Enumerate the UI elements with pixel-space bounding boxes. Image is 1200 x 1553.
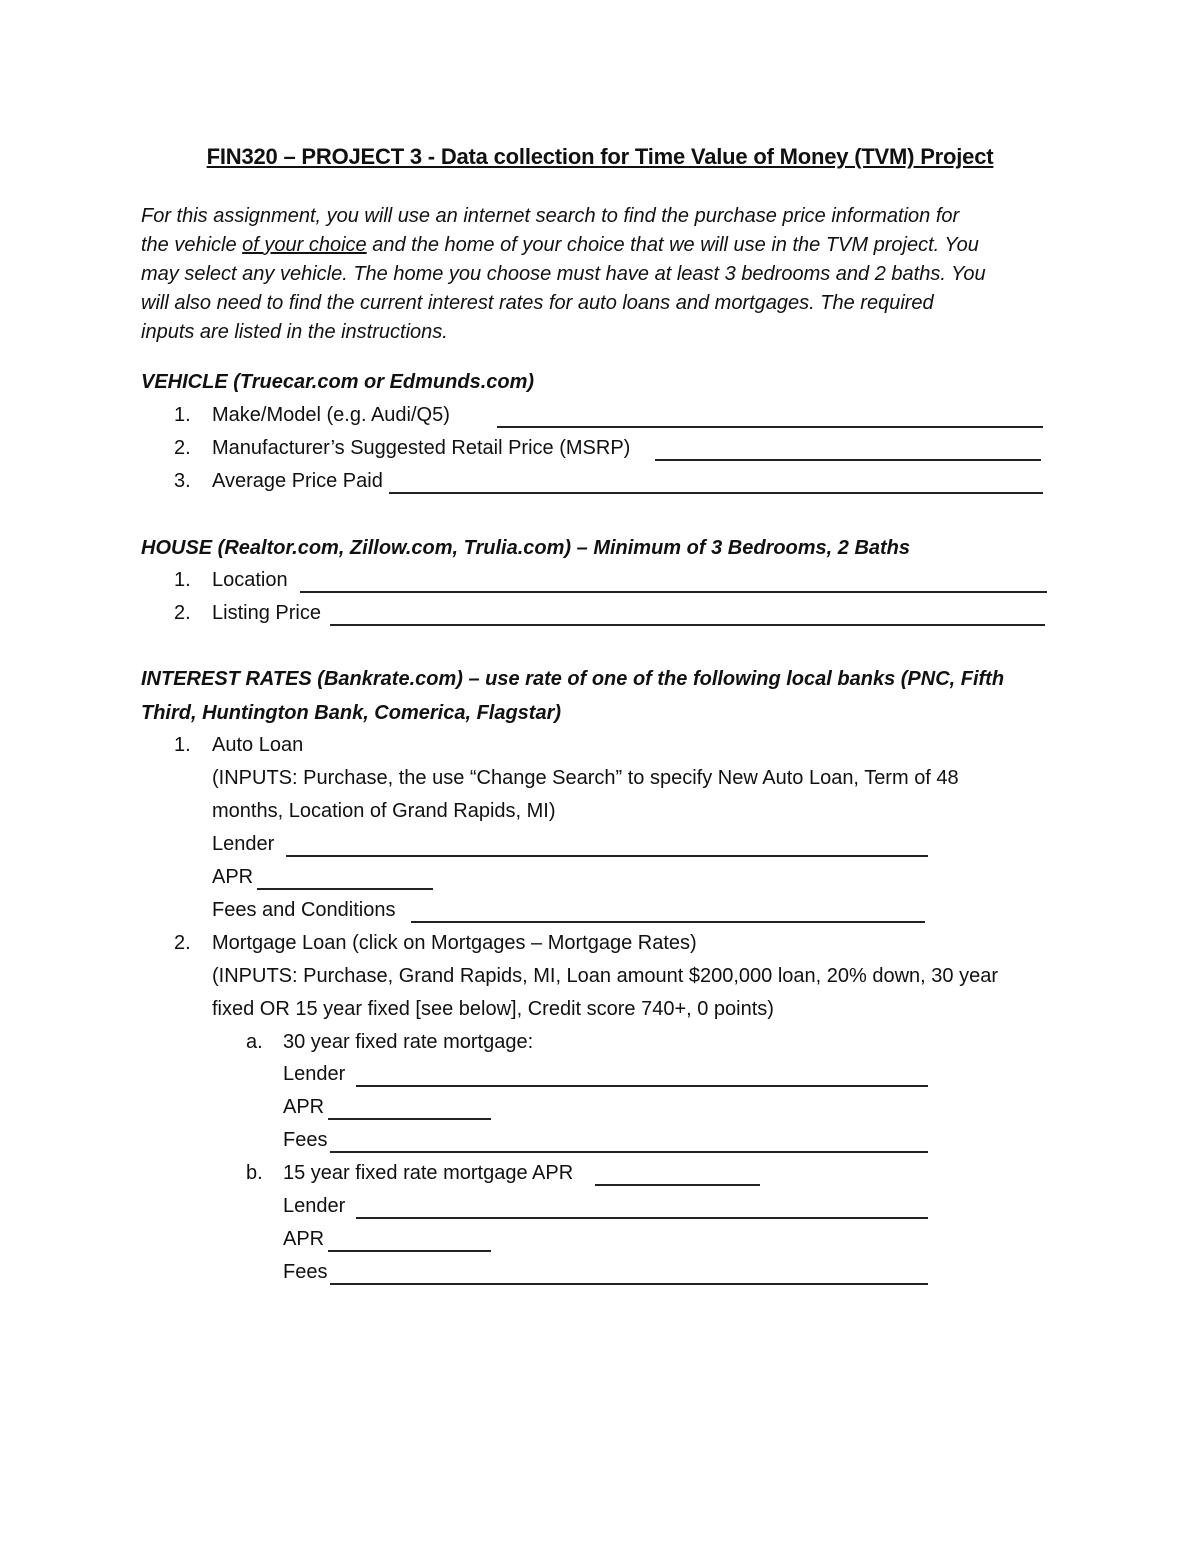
mortgage-30yr-lender-label: Lender — [283, 1063, 346, 1085]
vehicle-avg-price-field[interactable] — [389, 492, 1043, 494]
mortgage-inputs-line-2: fixed OR 15 year fixed [see below], Credit score 740+, 0 points) — [212, 998, 774, 1020]
auto-lender-field[interactable] — [286, 855, 928, 857]
mortgage-15yr-label: 15 year fixed rate mortgage APR — [283, 1162, 574, 1184]
intro-line-5: inputs are listed in the instructions. — [141, 321, 448, 343]
auto-loan-number: 1. — [174, 734, 191, 756]
mortgage-30yr-lender-field[interactable] — [356, 1085, 928, 1087]
mortgage-30yr-label: 30 year fixed rate mortgage: — [283, 1031, 534, 1053]
intro-line-4: will also need to find the current interest rates for auto loans and mortgages. The required — [141, 292, 934, 314]
vehicle-heading: VEHICLE (Truecar.com or Edmunds.com) — [141, 371, 535, 393]
vehicle-item-number: 3. — [174, 470, 191, 492]
auto-fees-field[interactable] — [411, 921, 925, 923]
intro-emphasis: of your choice — [242, 234, 367, 256]
mortgage-15yr-lender-field[interactable] — [356, 1217, 928, 1219]
auto-apr-label: APR — [212, 866, 254, 888]
mortgage-15yr-lender-label: Lender — [283, 1195, 346, 1217]
mortgage-30yr-fees-field[interactable] — [330, 1151, 928, 1153]
mortgage-15yr-apr-label: APR — [283, 1228, 325, 1250]
mortgage-15yr-letter: b. — [246, 1162, 263, 1184]
intro-text: the vehicle — [141, 234, 243, 256]
page-title: FIN320 – PROJECT 3 - Data collection for Time Value of Money (TVM) Project — [206, 144, 994, 169]
house-heading: HOUSE (Realtor.com, Zillow.com, Trulia.com) – Minimum of 3 Bedrooms, 2 Baths — [141, 537, 911, 559]
mortgage-15yr-apr-field[interactable] — [328, 1250, 491, 1252]
rates-heading-line-2: Third, Huntington Bank, Comerica, Flagstar) — [141, 702, 562, 724]
vehicle-msrp-field[interactable] — [655, 459, 1041, 461]
intro-line-3: may select any vehicle. The home you choose must have at least 3 bedrooms and 2 baths. You — [141, 263, 986, 285]
house-item-number: 2. — [174, 602, 191, 624]
mortgage-15yr-fees-field[interactable] — [330, 1283, 928, 1285]
intro-text: and the home of your choice that we will use in the TVM project. You — [366, 234, 979, 256]
house-item-number: 1. — [174, 569, 191, 591]
mortgage-15yr-fees-label: Fees — [283, 1261, 328, 1283]
vehicle-msrp-label: Manufacturer’s Suggested Retail Price (MSRP) — [212, 437, 631, 459]
house-location-field[interactable] — [300, 591, 1047, 593]
mortgage-15yr-apr-inline-field[interactable] — [595, 1184, 760, 1186]
mortgage-30yr-letter: a. — [246, 1031, 263, 1053]
auto-lender-label: Lender — [212, 833, 275, 855]
mortgage-loan-number: 2. — [174, 932, 191, 954]
house-location-label: Location — [212, 569, 288, 591]
mortgage-loan-label: Mortgage Loan (click on Mortgages – Mortgage Rates) — [212, 932, 697, 954]
vehicle-make-model-label: Make/Model (e.g. Audi/Q5) — [212, 404, 450, 426]
mortgage-30yr-apr-label: APR — [283, 1096, 325, 1118]
mortgage-30yr-apr-field[interactable] — [328, 1118, 491, 1120]
mortgage-30yr-fees-label: Fees — [283, 1129, 328, 1151]
intro-line-2 — [141, 234, 979, 257]
auto-loan-inputs-line-2: months, Location of Grand Rapids, MI) — [212, 800, 556, 822]
auto-apr-field[interactable] — [257, 888, 433, 890]
mortgage-inputs-line-1: (INPUTS: Purchase, Grand Rapids, MI, Loan amount $200,000 loan, 20% down, 30 year — [212, 965, 998, 987]
vehicle-item-number: 1. — [174, 404, 191, 426]
rates-heading-line-1: INTEREST RATES (Bankrate.com) – use rate of one of the following local banks (PNC, Fifth — [141, 668, 1005, 690]
intro-line-1: For this assignment, you will use an internet search to find the purchase price information for — [141, 205, 960, 227]
house-listing-price-label: Listing Price — [212, 602, 321, 624]
auto-loan-inputs-line-1: (INPUTS: Purchase, the use “Change Search” to specify New Auto Loan, Term of 48 — [212, 767, 959, 789]
auto-fees-label: Fees and Conditions — [212, 899, 396, 921]
house-listing-price-field[interactable] — [330, 624, 1045, 626]
vehicle-item-number: 2. — [174, 437, 191, 459]
vehicle-avg-price-label: Average Price Paid — [212, 470, 383, 492]
vehicle-make-model-field[interactable] — [497, 426, 1043, 428]
auto-loan-label: Auto Loan — [212, 734, 304, 756]
